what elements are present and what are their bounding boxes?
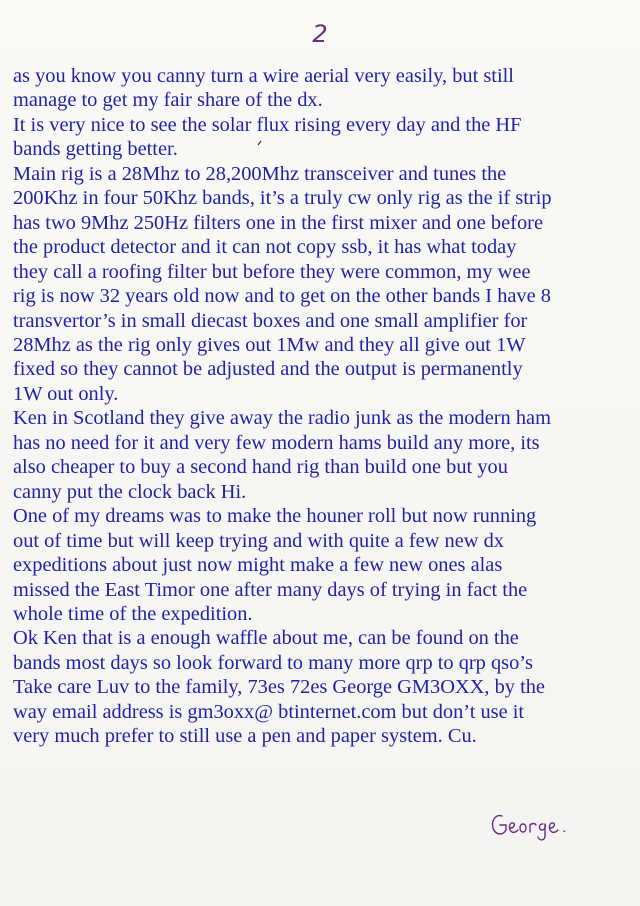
letter-line: missed the East Timor one after many days of trying in fact the [13,578,528,601]
letter-line: 1W out only. [13,382,119,405]
letter-line: 200Khz in four 50Khz bands, it’s a truly cw only rig as the if strip [13,187,552,210]
letter-line: Main rig is a 28Mhz to 28,200Mhz transceiver and tunes the [13,162,507,185]
letter-line: It is very nice to see the solar flux rising every day and the HF [13,113,522,136]
letter-body [13,64,629,749]
letter-line: Take care Luv to the family, 73es 72es George GM3OXX, by the [13,676,545,699]
letter-line: canny put the clock back Hi. [13,480,247,503]
letter-line: they call a roofing filter but before they were common, my wee [13,260,531,283]
letter-line: way email address is gm3oxx@ btinternet.com but don’t use it [13,700,525,723]
letter-line: very much prefer to still use a pen and paper system. Cu. [13,725,477,748]
letter-line: fixed so they cannot be adjusted and the output is permanently [13,358,523,381]
letter-line: has no need for it and very few modern hams build any more, its [13,431,540,454]
letter-line: bands getting better. [13,138,178,161]
letter-line: bands most days so look forward to many more qrp to qrp qso’s [13,651,533,674]
letter-line: Ken in Scotland they give away the radio junk as the modern ham [13,407,551,430]
letter-line: out of time but will keep trying and with quite a few new dx [13,529,504,552]
letter-line: also cheaper to buy a second hand rig than build one but you [13,456,508,479]
letter-line: as you know you canny turn a wire aerial very easily, but still [13,65,514,87]
letter-line: rig is now 32 years old now and to get on the other bands I have 8 [13,285,551,308]
handwritten-signature [488,808,598,844]
letter-line: manage to get my fair share of the dx. [13,89,323,112]
letter-line: transvertor’s in small diecast boxes and one small amplifier for [13,309,528,332]
page-number: 2 [312,20,328,48]
letter-line: One of my dreams was to make the houner roll but now running [13,505,537,528]
letter-line: expeditions about just now might make a few new ones alas [13,554,503,577]
letter-line: whole time of the expedition. [13,602,253,625]
letter-line: has two 9Mhz 250Hz filters one in the first mixer and one before [13,211,544,234]
letter-line: Ok Ken that is a enough waffle about me, can be found on the [13,627,519,650]
letter-line: 28Mhz as the rig only gives out 1Mw and they all give out 1W [13,333,526,356]
letter-line: the product detector and it can not copy ssb, it has what today [13,236,517,259]
